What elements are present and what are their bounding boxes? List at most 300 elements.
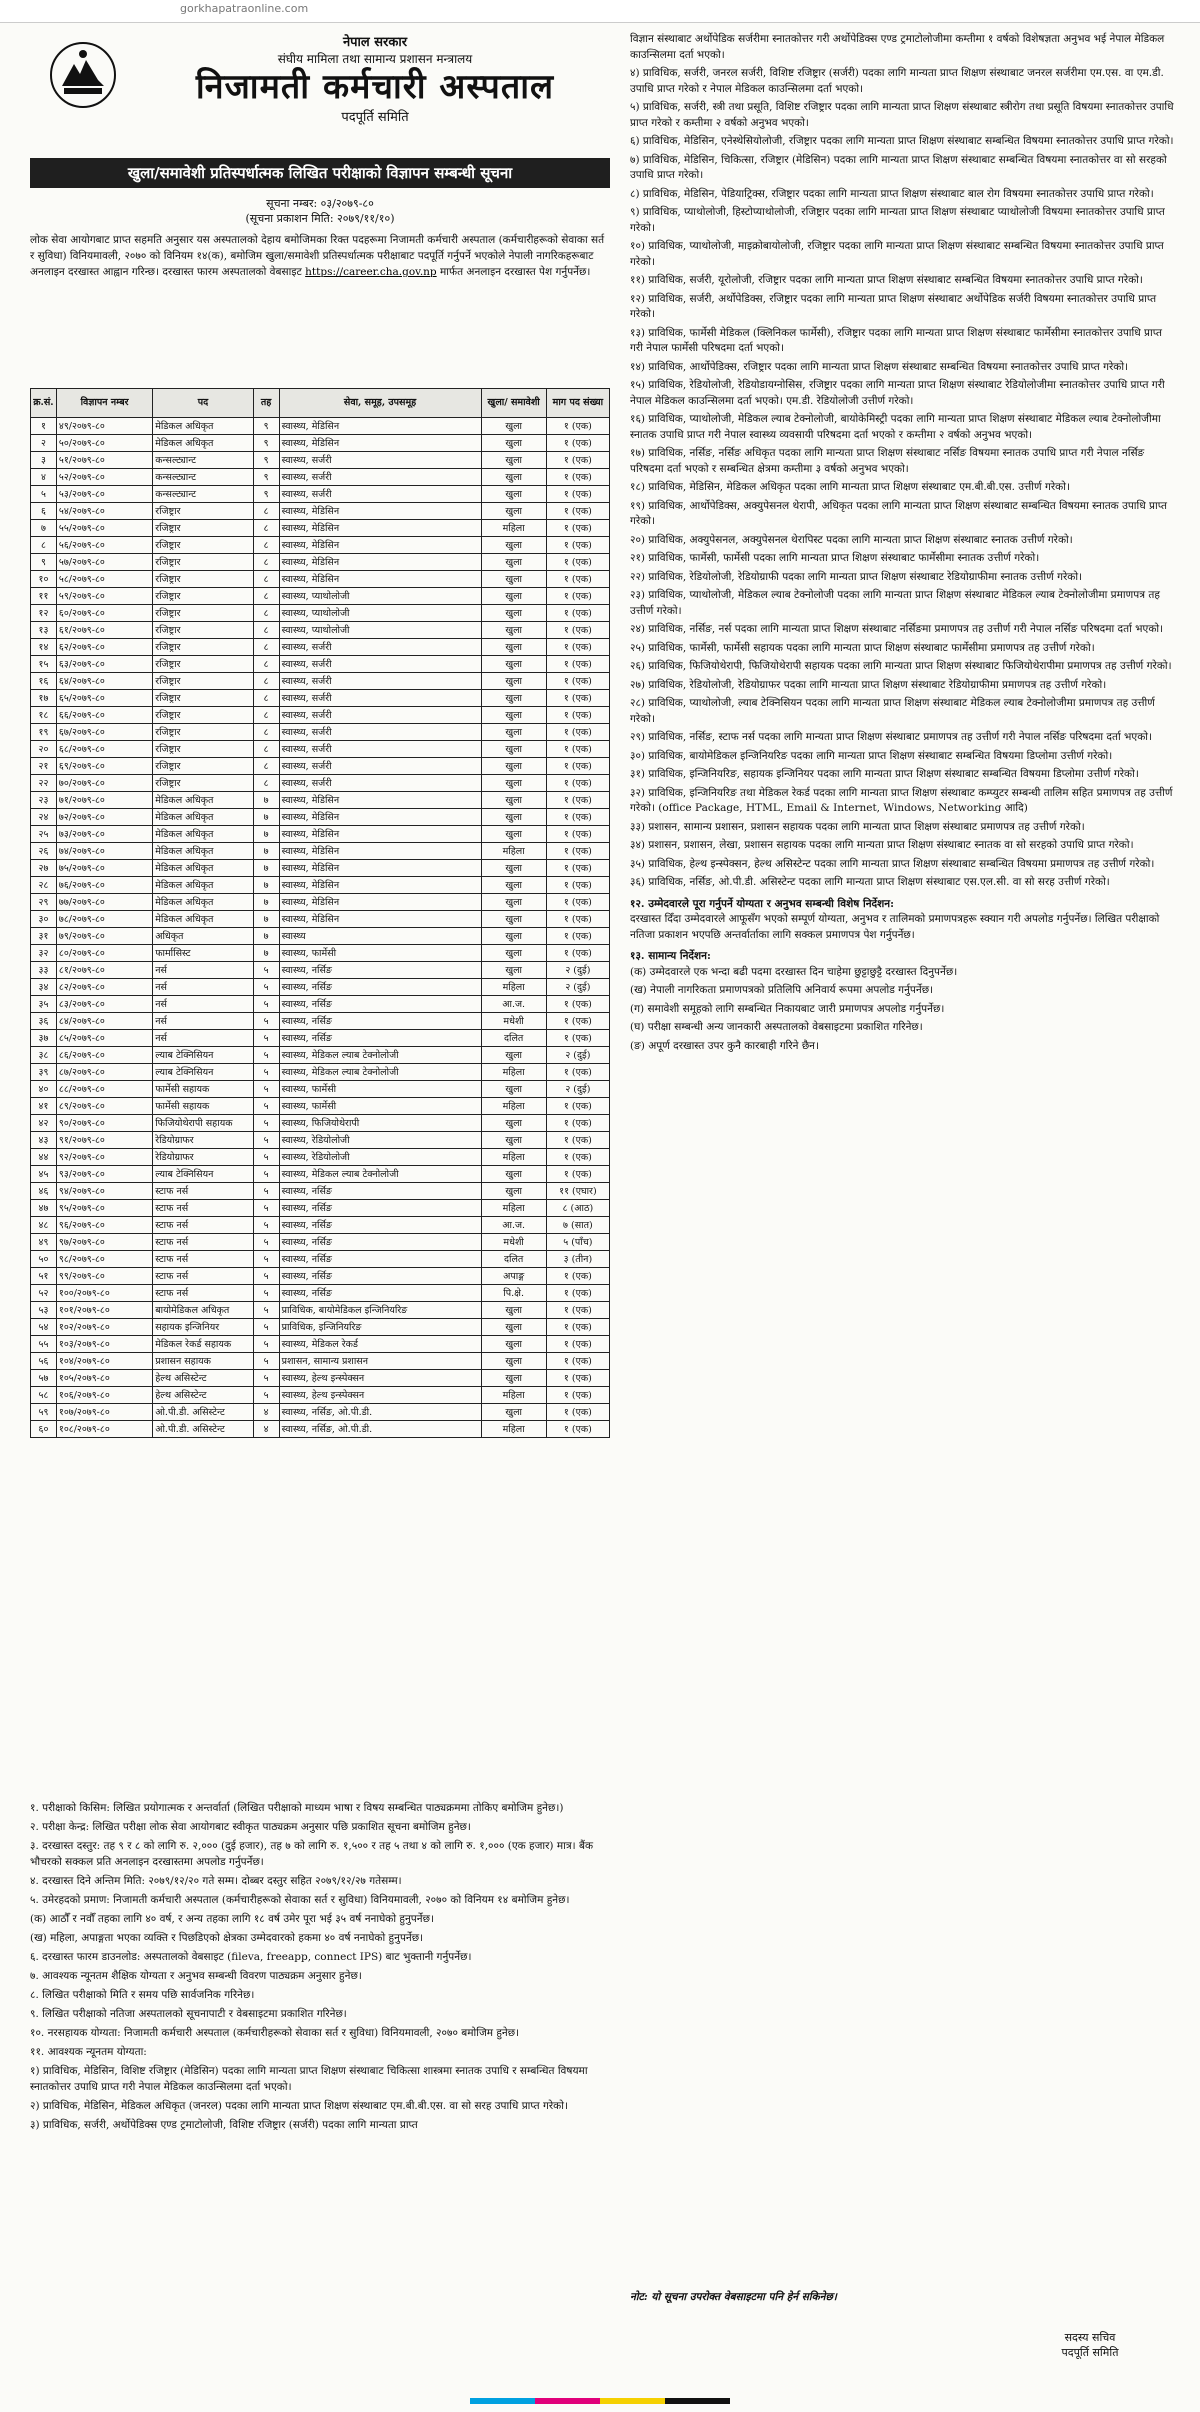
cell-service: स्वास्थ्य, नर्सिङ, ओ.पी.डी. [279, 1404, 481, 1421]
qualification-item: ६) प्राविधिक, मेडिसिन, एनेस्थेसियोलोजी, रजिष्ट्रार पदका लागि मान्यता प्राप्त शिक्षण संस्थाबाट सम्बन्धित विषयमा स्नातकोत्तर उपाधि प्राप्त गरेको। [630, 135, 1174, 147]
note-item: ५. उमेरहदको प्रमाण: निजामती कर्मचारी अस्पताल (कर्मचारीहरूको सेवाका सर्त र सुविधा) विनियमावली, २०७० को विनियम १४ बमोजिम हुनेछ। [30, 1894, 570, 1906]
cell-post: कन्सल्ट्यान्ट [153, 486, 253, 503]
cell-adno: ८४/२०७९-८० [56, 1013, 152, 1030]
table-row [31, 1370, 610, 1387]
cell-group: खुला [481, 945, 546, 962]
note-item: ३) प्राविधिक, सर्जरी, अर्थोपेडिक्स एण्ड ट्रमाटोलोजी, विशिष्ट रजिष्ट्रार (सर्जरी) पदका लागि मान्यता प्राप्त [30, 2119, 418, 2131]
cell-sn: ५ [31, 486, 57, 503]
table-row [31, 775, 610, 792]
cell-sn: २३ [31, 792, 57, 809]
cell-adno: ६७/२०७९-८० [56, 724, 152, 741]
cell-count: १ (एक) [546, 860, 609, 877]
cell-service: स्वास्थ्य, प्याथोलोजी [279, 605, 481, 622]
cell-service: स्वास्थ्य, नर्सिङ [279, 1030, 481, 1047]
cell-service: स्वास्थ्य, रेडियोलोजी [279, 1149, 481, 1166]
cell-level: ७ [253, 809, 279, 826]
cell-count: १ (एक) [546, 537, 609, 554]
cell-service: स्वास्थ्य, सर्जरी [279, 690, 481, 707]
cell-count: १ (एक) [546, 996, 609, 1013]
cell-post: प्रशासन सहायक [153, 1353, 253, 1370]
cell-level: ५ [253, 1166, 279, 1183]
cell-count: १ (एक) [546, 1064, 609, 1081]
cell-post: ओ.पी.डी. असिस्टेन्ट [153, 1421, 253, 1438]
cell-count: १ (एक) [546, 571, 609, 588]
cell-level: ७ [253, 911, 279, 928]
cell-sn: ११ [31, 588, 57, 605]
cell-post: मेडिकल अधिकृत [153, 843, 253, 860]
cell-service: स्वास्थ्य, फार्मेसी [279, 1098, 481, 1115]
cell-post: रजिष्ट्रार [153, 554, 253, 571]
cell-post: रजिष्ट्रार [153, 605, 253, 622]
table-row [31, 1387, 610, 1404]
cell-adno: ९८/२०७९-८० [56, 1251, 152, 1268]
cell-post: ल्याब टेक्निसियन [153, 1047, 253, 1064]
cell-group: मधेशी [481, 1013, 546, 1030]
cell-adno: ५३/२०७९-८० [56, 486, 152, 503]
cell-level: ५ [253, 1013, 279, 1030]
qualification-item: २१) प्राविधिक, फार्मेसी, फार्मेसी पदका लागि मान्यता प्राप्त शिक्षण संस्थाबाट फार्मेसीमा स्नातक उत्तीर्ण गरेको। [630, 552, 1040, 564]
cell-post: ल्याब टेक्निसियन [153, 1166, 253, 1183]
table-row [31, 571, 610, 588]
cell-sn: ५९ [31, 1404, 57, 1421]
cell-level: ५ [253, 1234, 279, 1251]
cell-level: ७ [253, 792, 279, 809]
cell-group: खुला [481, 656, 546, 673]
cell-adno: ५७/२०७९-८० [56, 554, 152, 571]
cell-group: खुला [481, 911, 546, 928]
cell-sn: ३ [31, 452, 57, 469]
cell-group: खुला [481, 792, 546, 809]
cell-sn: ६० [31, 1421, 57, 1438]
qualification-item: २६) प्राविधिक, फिजियोथेरापी, फिजियोथेरापी सहायक पदका लागि मान्यता प्राप्त शिक्षण संस्थाबाट फिजियोथेरापीमा प्रमाणपत्र तह उत्तीर्ण गरेको। [630, 660, 1172, 672]
cell-group: खुला [481, 775, 546, 792]
cell-post: हेल्थ असिस्टेन्ट [153, 1387, 253, 1404]
cell-sn: ३२ [31, 945, 57, 962]
cell-level: ८ [253, 537, 279, 554]
cell-level: ७ [253, 826, 279, 843]
cell-group: खुला [481, 1353, 546, 1370]
cell-post: रजिष्ट्रार [153, 520, 253, 537]
cell-service: स्वास्थ्य, सर्जरी [279, 656, 481, 673]
cell-post: सहायक इन्जिनियर [153, 1319, 253, 1336]
cell-group: खुला [481, 1302, 546, 1319]
cell-adno: ६९/२०७९-८० [56, 758, 152, 775]
print-color-bar [470, 2398, 730, 2404]
cell-level: ५ [253, 979, 279, 996]
cell-level: ८ [253, 571, 279, 588]
cell-adno: ६५/२०७९-८० [56, 690, 152, 707]
cell-sn: २५ [31, 826, 57, 843]
table-row [31, 1200, 610, 1217]
cell-service: स्वास्थ्य, सर्जरी [279, 469, 481, 486]
qualification-item: २८) प्राविधिक, प्याथोलोजी, ल्याब टेक्निसियन पदका लागि मान्यता प्राप्त शिक्षण संस्थाबाट मेडिकल ल्याब टेक्नोलोजीमा प्रमाणपत्र तह उत्तीर्ण गरेको। [630, 697, 1155, 725]
qualification-item: ३१) प्राविधिक, इन्जिनियरिङ, सहायक इन्जिनियर पदका लागि मान्यता प्राप्त शिक्षण संस्थाबाट सम्बन्धित विषयमा डिप्लोमा उत्तीर्ण गरेको। [630, 768, 1139, 780]
cell-service: प्राविधिक, इन्जिनियरिङ [279, 1319, 481, 1336]
table-row [31, 435, 610, 452]
cell-service: स्वास्थ्य, प्याथोलोजी [279, 622, 481, 639]
cell-count: १ (एक) [546, 1030, 609, 1047]
instruction-item: (ख) नेपाली नागरिकता प्रमाणपत्रको प्रतिलिपि अनिवार्य रूपमा अपलोड गर्नुपर्नेछ। [630, 984, 934, 996]
cell-group: खुला [481, 418, 546, 435]
table-row [31, 673, 610, 690]
cell-count: १ (एक) [546, 520, 609, 537]
note-item: ६. दरखास्त फारम डाउनलोड: अस्पतालको वेबसाइट (fileva, freeapp, connect IPS) बाट भुक्तानी गर्नुपर्नेछ। [30, 1951, 472, 1963]
cell-sn: १९ [31, 724, 57, 741]
table-row [31, 1132, 610, 1149]
cell-group: खुला [481, 690, 546, 707]
cell-count: १ (एक) [546, 435, 609, 452]
cell-service: स्वास्थ्य, सर्जरी [279, 673, 481, 690]
cell-post: हेल्थ असिस्टेन्ट [153, 1370, 253, 1387]
table-row [31, 1030, 610, 1047]
cell-sn: ४० [31, 1081, 57, 1098]
cell-sn: ४९ [31, 1234, 57, 1251]
cell-adno: १०४/२०७९-८० [56, 1353, 152, 1370]
cell-count: १ (एक) [546, 1285, 609, 1302]
cell-level: ७ [253, 894, 279, 911]
table-row [31, 1336, 610, 1353]
cell-post: रजिष्ट्रार [153, 622, 253, 639]
cell-count: १ (एक) [546, 843, 609, 860]
cell-group: दलित [481, 1251, 546, 1268]
cell-sn: ९ [31, 554, 57, 571]
notice-number: सूचना नम्बर: ०३/२०७९-८० [266, 197, 374, 210]
cell-service: स्वास्थ्य, सर्जरी [279, 639, 481, 656]
table-row [31, 945, 610, 962]
cell-level: ९ [253, 418, 279, 435]
cell-group: खुला [481, 1115, 546, 1132]
cell-sn: ४३ [31, 1132, 57, 1149]
cell-group: महिला [481, 1098, 546, 1115]
notes-section [30, 1800, 610, 2380]
cell-post: फिजियोथेरापी सहायक [153, 1115, 253, 1132]
cell-adno: ७४/२०७९-८० [56, 843, 152, 860]
cell-post: रजिष्ट्रार [153, 588, 253, 605]
cell-group: महिला [481, 1064, 546, 1081]
cell-post: मेडिकल अधिकृत [153, 877, 253, 894]
cell-group: खुला [481, 537, 546, 554]
cell-post: रजिष्ट्रार [153, 707, 253, 724]
cell-service: स्वास्थ्य, मेडिसिन [279, 826, 481, 843]
source-url: gorkhapatraonline.com [180, 2, 309, 15]
cell-sn: ३८ [31, 1047, 57, 1064]
cell-group: खुला [481, 588, 546, 605]
cell-service: स्वास्थ्य, सर्जरी [279, 775, 481, 792]
cell-service: स्वास्थ्य, सर्जरी [279, 724, 481, 741]
cell-count: १ (एक) [546, 911, 609, 928]
table-row [31, 588, 610, 605]
cell-level: ५ [253, 1183, 279, 1200]
cell-group: खुला [481, 1404, 546, 1421]
cell-count: १ (एक) [546, 707, 609, 724]
cell-service: स्वास्थ्य, मेडिसिन [279, 792, 481, 809]
signature-title: सदस्य सचिव [1064, 2331, 1116, 2344]
qualification-item: ११) प्राविधिक, सर्जरी, यूरोलोजी, रजिष्ट्रार पदका लागि मान्यता प्राप्त शिक्षण संस्थाबाट सम्बन्धित विषयमा स्नातकोत्तर उपाधि प्राप्त गरेको। [630, 274, 1143, 286]
cell-count: १ (एक) [546, 741, 609, 758]
table-row [31, 860, 610, 877]
table-row [31, 503, 610, 520]
cell-level: ५ [253, 1319, 279, 1336]
signature-committee: पदपूर्ति समिति [1061, 2346, 1119, 2359]
cell-level: ५ [253, 1370, 279, 1387]
cell-count: ३ (तीन) [546, 1251, 609, 1268]
cell-count: २ (दुई) [546, 1081, 609, 1098]
cell-sn: ४१ [31, 1098, 57, 1115]
table-row [31, 1081, 610, 1098]
cell-sn: २७ [31, 860, 57, 877]
cell-post: मेडिकल रेकर्ड सहायक [153, 1336, 253, 1353]
cell-service: स्वास्थ्य, मेडिकल ल्याब टेक्नोलोजी [279, 1064, 481, 1081]
cell-group: खुला [481, 605, 546, 622]
cell-level: ८ [253, 622, 279, 639]
cell-count: १ (एक) [546, 1132, 609, 1149]
cell-count: १ (एक) [546, 945, 609, 962]
cell-sn: ५० [31, 1251, 57, 1268]
ministry-label: संघीय मामिला तथा सामान्य प्रशासन मन्त्रालय [277, 52, 473, 66]
cell-adno: ९९/२०७९-८० [56, 1268, 152, 1285]
cell-adno: ९१/२०७९-८० [56, 1132, 152, 1149]
cell-level: ५ [253, 1268, 279, 1285]
cell-count: १ (एक) [546, 503, 609, 520]
note-item: २. परीक्षा केन्द्र: लिखित परीक्षा लोक सेवा आयोगबाट स्वीकृत पाठ्यक्रम अनुसार पछि प्रकाशित सूचना बमोजिम हुनेछ। [30, 1821, 471, 1833]
cell-group: खुला [481, 877, 546, 894]
cell-sn: १६ [31, 673, 57, 690]
cell-adno: ६६/२०७९-८० [56, 707, 152, 724]
notice-number-block [30, 196, 610, 226]
cell-post: स्टाफ नर्स [153, 1200, 253, 1217]
cell-count: १ (एक) [546, 690, 609, 707]
cell-count: २ (दुई) [546, 1047, 609, 1064]
cell-post: स्टाफ नर्स [153, 1285, 253, 1302]
cell-adno: १००/२०७९-८० [56, 1285, 152, 1302]
cell-adno: १०८/२०७९-८० [56, 1421, 152, 1438]
cell-group: खुला [481, 741, 546, 758]
cell-level: ४ [253, 1421, 279, 1438]
table-row [31, 724, 610, 741]
cell-group: मधेशी [481, 1234, 546, 1251]
cell-level: ४ [253, 1404, 279, 1421]
table-row [31, 877, 610, 894]
cell-sn: २० [31, 741, 57, 758]
cell-group: महिला [481, 1149, 546, 1166]
cell-count: १ (एक) [546, 622, 609, 639]
qualification-item: १०) प्राविधिक, प्याथोलोजी, माइक्रोबायोलोजी, रजिष्ट्रार पदका लागि मान्यता प्राप्त शिक्षण संस्थाबाट सम्बन्धित विषयमा स्नातकोत्तर उपाधि प्राप्त गरेको। [630, 240, 1164, 268]
col-header-group: खुला/ समावेशी [481, 389, 546, 418]
cell-sn: ५३ [31, 1302, 57, 1319]
cell-sn: १८ [31, 707, 57, 724]
qualification-item: २४) प्राविधिक, नर्सिङ, नर्स पदका लागि मान्यता प्राप्त शिक्षण संस्थाबाट नर्सिङमा प्रमाणपत्र तह उत्तीर्ण गरी नेपाल नर्सिङ परिषदमा दर्ता भएको। [630, 623, 1164, 635]
cell-sn: १४ [31, 639, 57, 656]
table-row [31, 605, 610, 622]
cell-count: १ (एक) [546, 928, 609, 945]
qualification-item: २९) प्राविधिक, नर्सिङ, स्टाफ नर्स पदका लागि मान्यता प्राप्त शिक्षण संस्थाबाट प्रमाणपत्र तह उत्तीर्ण गरी नेपाल नर्सिङ परिषदमा दर्ता भएको। [630, 731, 1152, 743]
table-row [31, 1064, 610, 1081]
cell-level: ५ [253, 1064, 279, 1081]
cell-level: ८ [253, 656, 279, 673]
table-row [31, 1013, 610, 1030]
cell-adno: १०५/२०७९-८० [56, 1370, 152, 1387]
cell-group: आ.ज. [481, 1217, 546, 1234]
cell-count: १ (एक) [546, 469, 609, 486]
cell-adno: १०३/२०७९-८० [56, 1336, 152, 1353]
cell-group: खुला [481, 1336, 546, 1353]
cell-post: स्टाफ नर्स [153, 1268, 253, 1285]
career-link[interactable]: https://career.cha.gov.np [305, 266, 437, 278]
cell-count: १ (एक) [546, 1319, 609, 1336]
cell-level: ५ [253, 1285, 279, 1302]
cell-sn: ५५ [31, 1336, 57, 1353]
cell-post: कन्सल्ट्यान्ट [153, 469, 253, 486]
cell-group: खुला [481, 469, 546, 486]
note-item: ११. आवश्यक न्यूनतम योग्यता: [30, 2046, 147, 2058]
cell-count: १ (एक) [546, 1098, 609, 1115]
qualification-column [630, 32, 1175, 2182]
cell-adno: ९७/२०७९-८० [56, 1234, 152, 1251]
table-row [31, 843, 610, 860]
cell-level: ९ [253, 435, 279, 452]
cell-service: स्वास्थ्य, मेडिसिन [279, 860, 481, 877]
cell-adno: १०७/२०७९-८० [56, 1404, 152, 1421]
cell-count: ७ (सात) [546, 1217, 609, 1234]
cell-sn: ५८ [31, 1387, 57, 1404]
table-row [31, 758, 610, 775]
cell-post: मेडिकल अधिकृत [153, 792, 253, 809]
cell-adno: १०२/२०७९-८० [56, 1319, 152, 1336]
cell-group: खुला [481, 622, 546, 639]
cell-post: फार्मेसी सहायक [153, 1098, 253, 1115]
cell-count: १ (एक) [546, 639, 609, 656]
note-item: ९. लिखित परीक्षाको नतिजा अस्पतालको सूचनापाटी र वेबसाइटमा प्रकाशित गरिनेछ। [30, 2008, 347, 2020]
intro-end-text: मार्फत अनलाइन दरखास्त पेश गर्नुपर्नेछ। [440, 266, 591, 278]
table-row [31, 826, 610, 843]
table-row [31, 486, 610, 503]
cell-count: १ (एक) [546, 1336, 609, 1353]
cell-group: खुला [481, 724, 546, 741]
cell-post: मेडिकल अधिकृत [153, 826, 253, 843]
table-row [31, 554, 610, 571]
table-row [31, 520, 610, 537]
cell-sn: ४४ [31, 1149, 57, 1166]
cell-post: नर्स [153, 1013, 253, 1030]
cell-group: खुला [481, 962, 546, 979]
table-row [31, 469, 610, 486]
cell-adno: ५०/२०७९-८० [56, 435, 152, 452]
col-header-adno: विज्ञापन नम्बर [56, 389, 152, 418]
cell-post: बायोमेडिकल अधिकृत [153, 1302, 253, 1319]
cell-level: ८ [253, 673, 279, 690]
cell-adno: ९०/२०७९-८० [56, 1115, 152, 1132]
cell-post: मेडिकल अधिकृत [153, 418, 253, 435]
cell-adno: ९५/२०७९-८० [56, 1200, 152, 1217]
cell-adno: ७१/२०७९-८० [56, 792, 152, 809]
table-row [31, 741, 610, 758]
cell-adno: ६२/२०७९-८० [56, 639, 152, 656]
col-header-count: माग पद संख्या [546, 389, 609, 418]
cell-post: रजिष्ट्रार [153, 503, 253, 520]
cell-sn: २१ [31, 758, 57, 775]
cell-service: स्वास्थ्य, रेडियोलोजी [279, 1132, 481, 1149]
cell-service: स्वास्थ्य, फार्मेसी [279, 1081, 481, 1098]
cell-sn: ५१ [31, 1268, 57, 1285]
qualification-item: १३) प्राविधिक, फार्मेसी मेडिकल (क्लिनिकल फार्मेसी), रजिष्ट्रार पदका लागि मान्यता प्राप्त शिक्षण संस्थाबाट फार्मेसीमा स्नातकोत्तर उपाधि प्राप्त गरी नेपाल फार्मेसी परिषदमा दर्ता भएको। [630, 326, 1162, 354]
table-row [31, 1353, 610, 1370]
cell-level: ७ [253, 945, 279, 962]
qualification-item: ७) प्राविधिक, मेडिसिन, चिकित्सा, रजिष्ट्रार (मेडिसिन) पदका लागि मान्यता प्राप्त शिक्षण संस्थाबाट सम्बन्धित विषयमा स्नातकोत्तर वा सो सरहको उपाधि प्राप्त गरेको। [630, 153, 1167, 181]
qualification-item: १८) प्राविधिक, मेडिसिन, मेडिकल अधिकृत पदका लागि मान्यता प्राप्त शिक्षण संस्थाबाट एम.बी.बी.एस. उत्तीर्ण गरेको। [630, 481, 1070, 493]
cell-service: स्वास्थ्य, मेडिसिन [279, 554, 481, 571]
cell-adno: ८५/२०७९-८० [56, 1030, 152, 1047]
cell-service: स्वास्थ्य, मेडिकल ल्याब टेक्नोलोजी [279, 1166, 481, 1183]
cell-adno: ६०/२०७९-८० [56, 605, 152, 622]
cell-post: रजिष्ट्रार [153, 639, 253, 656]
cell-service: स्वास्थ्य, नर्सिङ [279, 1183, 481, 1200]
cell-post: रजिष्ट्रार [153, 758, 253, 775]
cell-post: रजिष्ट्रार [153, 690, 253, 707]
cell-level: ५ [253, 1251, 279, 1268]
cell-adno: ९२/२०७९-८० [56, 1149, 152, 1166]
cell-service: स्वास्थ्य, मेडिकल रेकर्ड [279, 1336, 481, 1353]
cell-adno: ५१/२०७९-८० [56, 452, 152, 469]
browser-strip [0, 0, 1200, 23]
cell-adno: ९३/२०७९-८० [56, 1166, 152, 1183]
cell-adno: ७७/२०७९-८० [56, 894, 152, 911]
table-row [31, 690, 610, 707]
cell-group: दलित [481, 1030, 546, 1047]
table-row [31, 639, 610, 656]
cell-service: स्वास्थ्य, हेल्थ इन्स्पेक्सन [279, 1387, 481, 1404]
cell-sn: ३९ [31, 1064, 57, 1081]
table-row [31, 1251, 610, 1268]
signature-block [1010, 2330, 1170, 2360]
cell-service: स्वास्थ्य, मेडिसिन [279, 911, 481, 928]
cell-sn: १० [31, 571, 57, 588]
intro-paragraph [30, 232, 610, 382]
cell-post: नर्स [153, 1030, 253, 1047]
cell-post: कन्सल्ट्यान्ट [153, 452, 253, 469]
qualification-item: १२) प्राविधिक, सर्जरी, अर्थोपेडिक्स, रजिष्ट्रार पदका लागि मान्यता प्राप्त शिक्षण संस्थाबाट अर्थोपेडिक सर्जरी विषयमा स्नातकोत्तर उपाधि प्राप्त गरेको। [630, 292, 1157, 320]
cell-count: १ (एक) [546, 673, 609, 690]
cell-group: खुला [481, 707, 546, 724]
cell-adno: ७८/२०७९-८० [56, 911, 152, 928]
cell-group: खुला [481, 1319, 546, 1336]
cell-group: आ.ज. [481, 996, 546, 1013]
cell-level: ८ [253, 639, 279, 656]
cell-group: महिला [481, 1387, 546, 1404]
cell-level: ९ [253, 469, 279, 486]
cell-service: स्वास्थ्य, सर्जरी [279, 452, 481, 469]
cell-service: स्वास्थ्य, फिजियोथेरापी [279, 1115, 481, 1132]
qualification-item: ३६) प्राविधिक, नर्सिङ, ओ.पी.डी. असिस्टेन्ट पदका लागि मान्यता प्राप्त शिक्षण संस्थाबाट एस.एल.सी. वा सो सरह उत्तीर्ण गरेको। [630, 876, 1110, 888]
cell-count: १ (एक) [546, 877, 609, 894]
qualification-item: ३५) प्राविधिक, हेल्थ इन्स्पेक्सन, हेल्थ असिस्टेन्ट पदका लागि मान्यता प्राप्त शिक्षण संस्थाबाट सम्बन्धित विषयमा प्रमाणपत्र तह उत्तीर्ण गरेको। [630, 857, 1155, 870]
cell-count: १ (एक) [546, 1370, 609, 1387]
cell-group: खुला [481, 860, 546, 877]
cell-count: ११ (एघार) [546, 1183, 609, 1200]
cell-service: स्वास्थ्य, मेडिसिन [279, 809, 481, 826]
cell-adno: ७६/२०७९-८० [56, 877, 152, 894]
cell-level: ५ [253, 1200, 279, 1217]
cell-count: १ (एक) [546, 758, 609, 775]
cell-group: खुला [481, 673, 546, 690]
qualification-item: विज्ञान संस्थाबाट अर्थोपेडिक सर्जरीमा स्नातकोत्तर गरी अर्थोपेडिक्स एण्ड ट्रमाटोलोजीमा कम्तीमा १ वर्षको विशेषज्ञता अनुभव भई नेपाल मेडिकल काउन्सिलमा दर्ता भएको। [630, 33, 1165, 61]
cell-service: प्राविधिक, बायोमेडिकल इन्जिनियरिङ [279, 1302, 481, 1319]
cell-service: स्वास्थ्य, नर्सिङ [279, 1217, 481, 1234]
cell-count: ८ (आठ) [546, 1200, 609, 1217]
org-name: निजामती कर्मचारी अस्पताल [195, 67, 555, 107]
cell-sn: २२ [31, 775, 57, 792]
cell-count: १ (एक) [546, 826, 609, 843]
cell-sn: ४ [31, 469, 57, 486]
